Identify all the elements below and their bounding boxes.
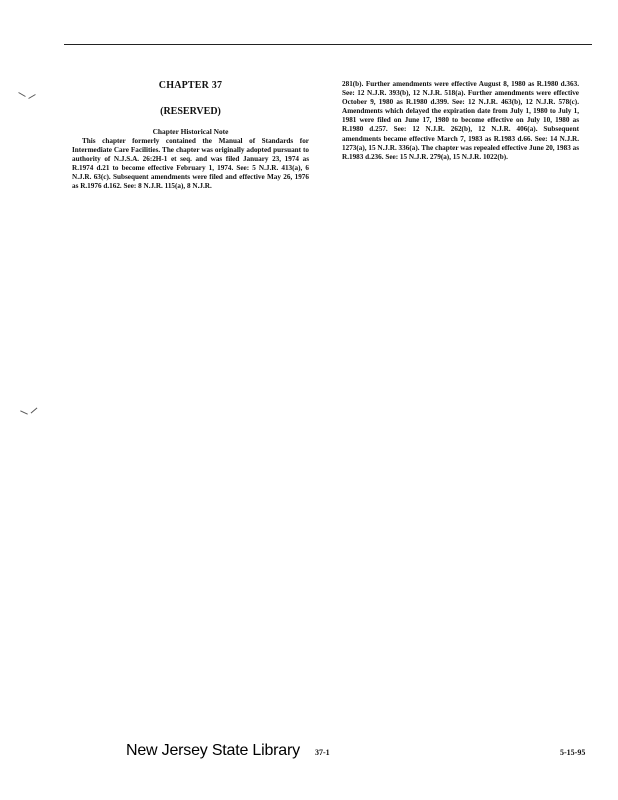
- scan-mark-4: [31, 408, 38, 414]
- revision-date: 5-15-95: [560, 748, 586, 757]
- header-rule: [64, 44, 592, 45]
- chapter-title: CHAPTER 37: [158, 80, 223, 91]
- scan-mark-3: [20, 410, 28, 414]
- note-heading: Chapter Historical Note: [152, 127, 229, 136]
- chapter-subtitle: (RESERVED): [160, 106, 221, 117]
- left-column: [72, 76, 309, 192]
- historical-note-left: This chapter formerly contained the Manual of Standards for Intermediate Care Facilities. The chapter was originally adopted pursuant to authority of N.J.S.A. 26:2H-1 et seq. and was filed January 23, 1974 as R.1974 d.21 to become effective February 1, 1974. See: 5 N.J.R. 413(a), 6 N.J.R. 63(c). Subsequent amendments were filed and effective May 26, 1976 as R.1976 d.162. See: 8 N.J.R. 115(a), 8 N.J.R.: [72, 137, 309, 191]
- scan-mark-2: [28, 94, 35, 99]
- historical-note-right: 281(b). Further amendments were effective August 8, 1980 as R.1980 d.363. See: 12 N.J.R. 393(b), 12 N.J.R. 518(a). Further amendments were effective October 9, 1980 as R.1980 d.399. See: 12 N.J.R. 463(b), 12 N.J.R. 578(c). Amendments which delayed the expiration date from July 1, 1980 to July 1, 1981 were filed on June 17, 1980 to become effective on July 10, 1980 as R.1980 d.257. See: 12 N.J.R. 262(b), 12 N.J.R. 406(a). Subsequent amendments became effective March 7, 1983 as R.1983 d.66. See: 14 N.J.R. 1273(a), 15 N.J.R. 336(a). The chapter was repealed effective June 20, 1983 as R.1983 d.236. See: 15 N.J.R. 279(a), 15 N.J.R. 1022(b).: [342, 80, 579, 161]
- library-stamp: New Jersey State Library: [126, 742, 300, 759]
- right-column: [342, 80, 579, 162]
- scan-mark-1: [18, 92, 25, 97]
- page-number: 37-1: [315, 748, 330, 757]
